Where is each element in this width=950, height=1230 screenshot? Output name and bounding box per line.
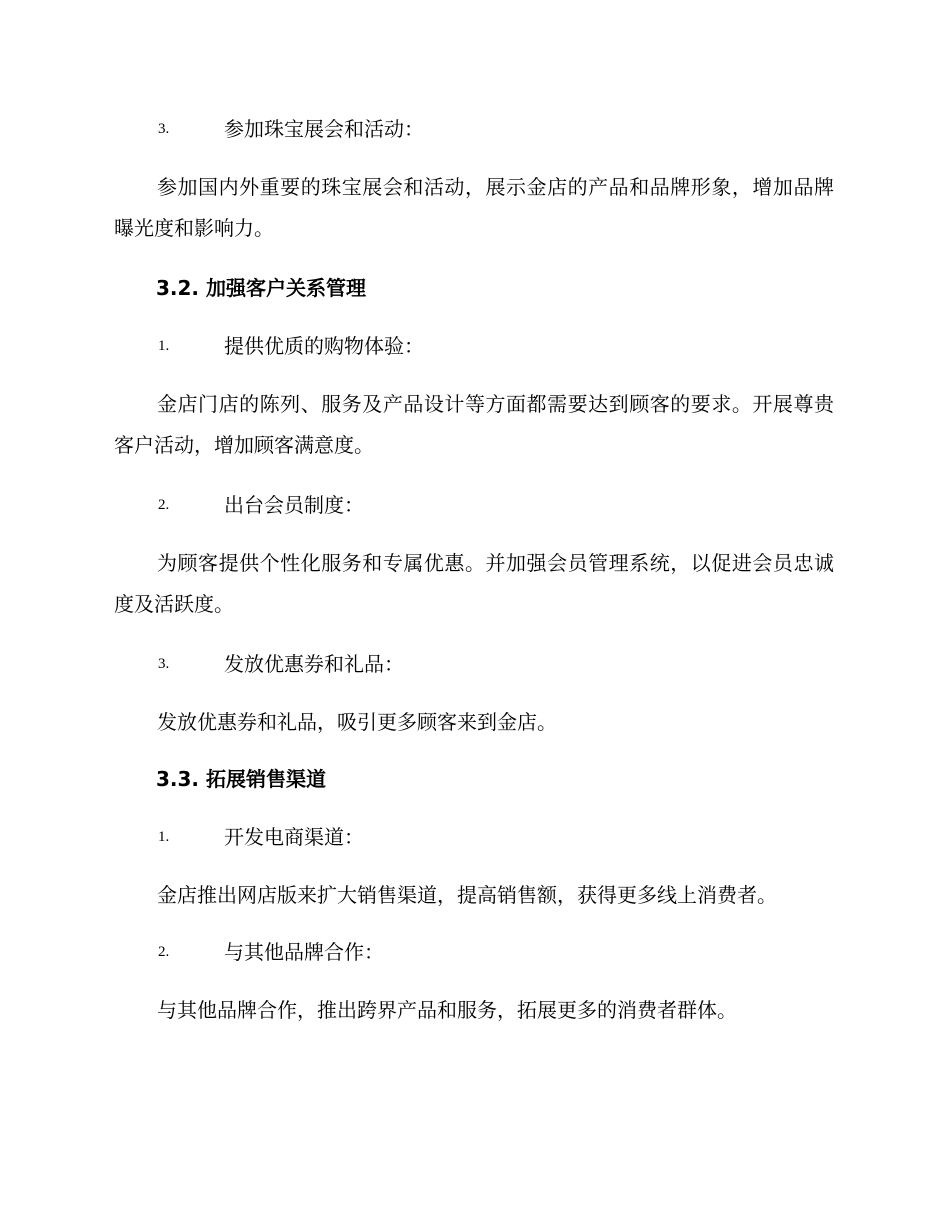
paragraph: 为顾客提供个性化服务和专属优惠。并加强会员管理系统，以促进会员忠诚度及活跃度。 — [114, 551, 834, 616]
list-item — [158, 649, 838, 679]
list-item — [158, 822, 838, 852]
paragraph: 发放优惠券和礼品，吸引更多顾客来到金店。 — [157, 710, 557, 734]
list-item — [158, 331, 838, 361]
list-label: 参加珠宝展会和活动： — [224, 117, 424, 141]
list-number: 2. — [158, 497, 170, 513]
list-item — [158, 490, 838, 520]
list-label: 出台会员制度： — [224, 493, 364, 517]
list-label: 提供优质的购物体验： — [224, 334, 424, 358]
list-number: 3. — [158, 656, 170, 672]
section-heading: 3.2. 加强客户关系管理 — [156, 276, 366, 300]
list-item — [158, 114, 838, 144]
paragraph: 金店门店的陈列、服务及产品设计等方面都需要达到顾客的要求。开展尊贵客户活动，增加顾客满意度。 — [114, 392, 834, 457]
list-item — [158, 937, 838, 967]
list-label: 发放优惠券和礼品： — [224, 652, 404, 676]
section-heading: 3.3. 拓展销售渠道 — [156, 767, 326, 791]
list-number: 3. — [158, 121, 170, 137]
list-number: 2. — [158, 944, 170, 960]
paragraph: 金店推出网店版来扩大销售渠道，提高销售额，获得更多线上消费者。 — [157, 883, 777, 907]
list-label: 与其他品牌合作： — [224, 940, 384, 964]
list-number: 1. — [158, 338, 170, 354]
paragraph: 与其他品牌合作，推出跨界产品和服务，拓展更多的消费者群体。 — [157, 998, 737, 1022]
paragraph: 参加国内外重要的珠宝展会和活动，展示金店的产品和品牌形象，增加品牌曝光度和影响力。 — [114, 175, 834, 240]
list-label: 开发电商渠道： — [224, 825, 364, 849]
list-number: 1. — [158, 829, 170, 845]
